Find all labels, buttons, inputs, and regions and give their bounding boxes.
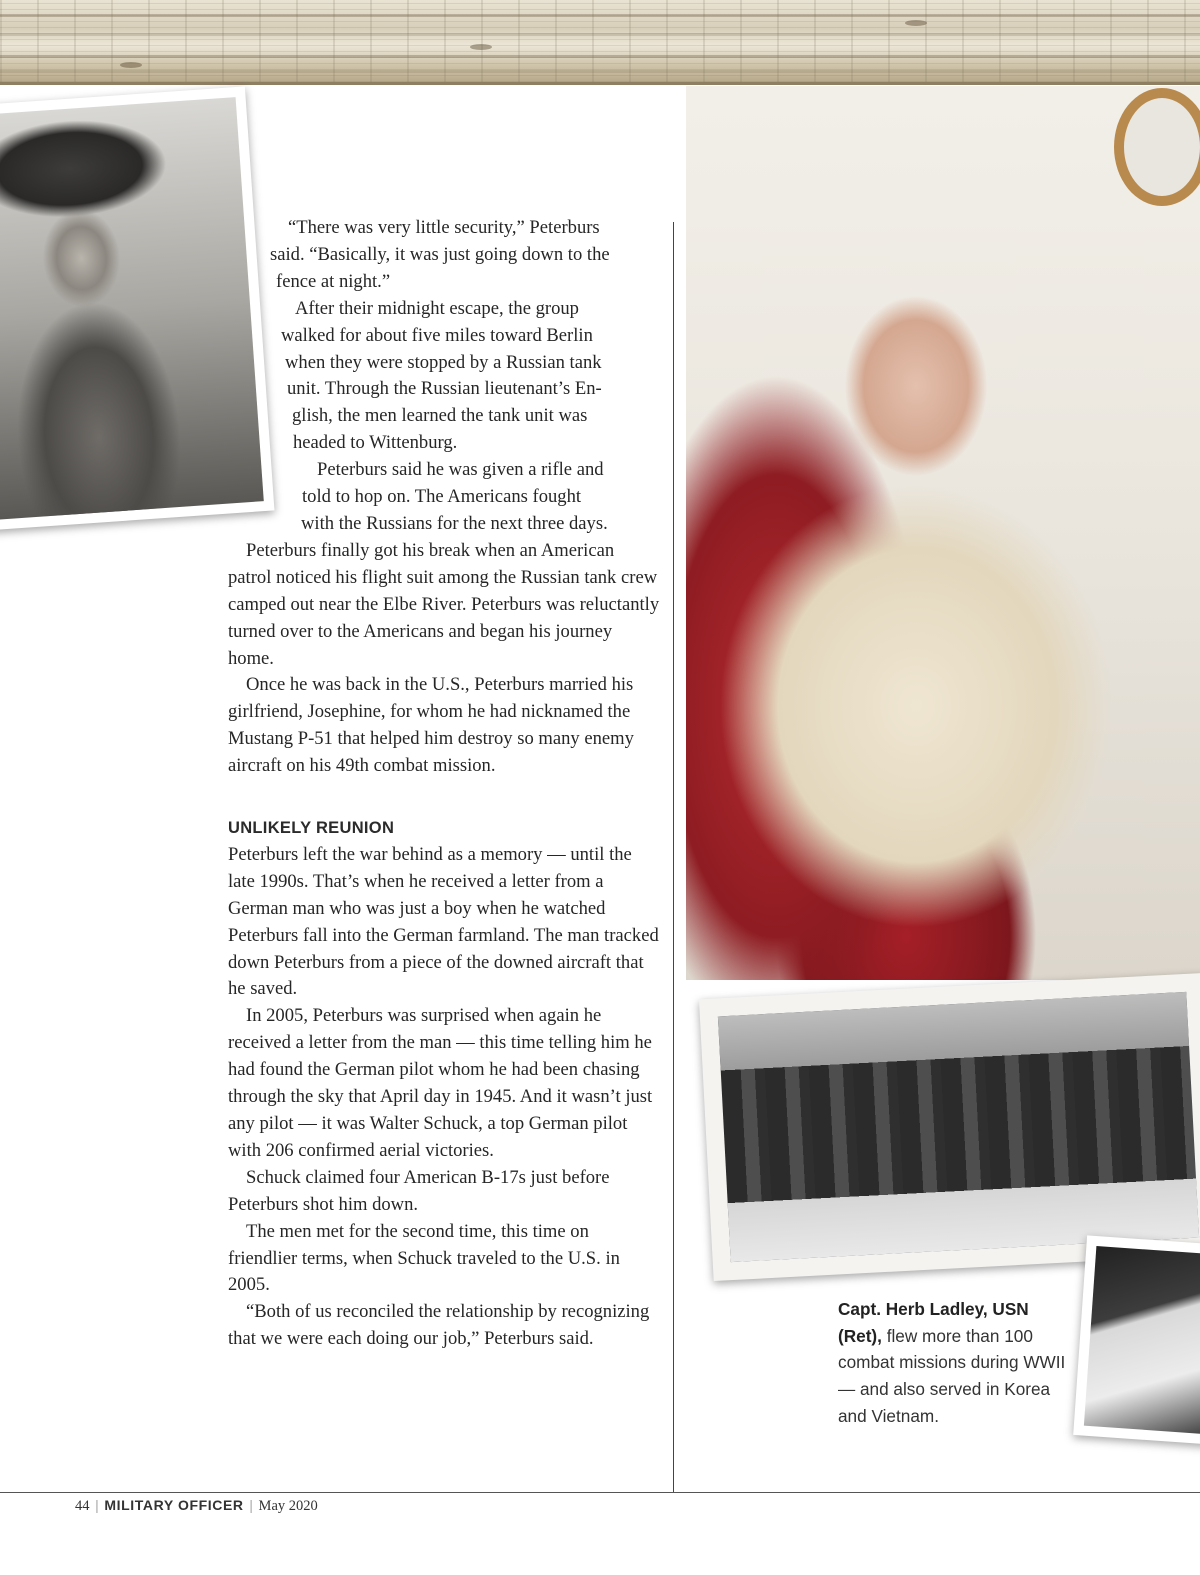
veteran-portrait-photo — [686, 86, 1200, 980]
paragraph: Peterburs left the war behind as a memory — until the late 1990s. That’s when he received a letter from a German man who was just a boy when he watched Peterburs fall into the German farmland. The man tracked down Peterburs from a piece of the downed aircraft that he saved. — [228, 843, 659, 1000]
section-subhead: UNLIKELY REUNION — [228, 819, 395, 838]
magazine-name: MILITARY OFFICER — [104, 1497, 244, 1513]
line: headed to Wittenburg. — [293, 432, 458, 454]
paragraph: “Both of us reconciled the relationship by recognizing that we were each doing our job,” Peterburs said. — [228, 1301, 650, 1350]
paragraph: The men met for the second time, this time on friendlier terms, when Schuck traveled to the U.S. in 2005. — [228, 1220, 620, 1296]
page-footer: 44 | MILITARY OFFICER | May 2020 — [75, 1497, 318, 1514]
line: walked for about five miles toward Berlin — [281, 324, 593, 346]
paragraph: Schuck claimed four American B-17s just before Peterburs shot him down. — [228, 1166, 610, 1215]
line: After their midnight escape, the group — [295, 297, 579, 319]
issue-date: May 2020 — [258, 1498, 318, 1514]
wrapped-paragraph-3 — [228, 457, 660, 538]
paragraph: In 2005, Peterburs was surprised when again he received a letter from the man — this time telling him he had found the German pilot whom he had been chasing through the sky that April day in 1945. And it wasn’t just any pilot — it was Walter Schuck, a top German pilot with 206 confirmed aerial victories. — [228, 1005, 653, 1161]
line: Peterburs said he was given a rifle and — [317, 459, 604, 481]
column-divider — [673, 222, 674, 1492]
paragraph: Once he was back in the U.S., Peterburs married his girlfriend, Josephine, for whom he had nicknamed the Mustang P-51 that helped him destroy so many enemy aircraft on his 49th combat mission. — [228, 674, 634, 777]
page-number: 44 — [75, 1498, 90, 1514]
line: fence at night.” — [276, 270, 391, 292]
line: with the Russians for the next three days. — [301, 512, 608, 534]
wood-header-strip — [0, 0, 1200, 85]
wrapped-paragraph-2 — [228, 296, 660, 457]
line: glish, the men learned the tank unit was — [292, 405, 588, 427]
aircraft-photo — [1073, 1235, 1200, 1444]
line: “There was very little security,” Peterburs — [288, 217, 600, 238]
caption-name: Capt. Herb Ladley, USN (Ret), — [838, 1299, 1029, 1346]
wrapped-paragraph-1 — [228, 215, 660, 296]
paragraph: Peterburs finally got his break when an American patrol noticed his flight suit among the Russian tank crew camped out near the Elbe River. Peterburs was reluctantly turned over to the Americans and began his journey home. — [228, 539, 660, 669]
line: told to hop on. The Americans fought — [302, 486, 582, 508]
photo-caption — [838, 1296, 1068, 1430]
sunburst-mirror — [1114, 88, 1200, 206]
line: when they were stopped by a Russian tank — [285, 351, 602, 373]
line: unit. Through the Russian lieutenant’s En- — [287, 378, 602, 400]
line: said. “Basically, it was just going down to the — [270, 243, 610, 265]
caption-text: flew more than 100 combat missions during WWII — and also served in Korea and Vietnam. — [838, 1325, 1066, 1426]
squadron-group-photo — [699, 973, 1200, 1281]
article-body — [228, 215, 660, 1353]
footer-rule — [0, 1492, 1200, 1493]
